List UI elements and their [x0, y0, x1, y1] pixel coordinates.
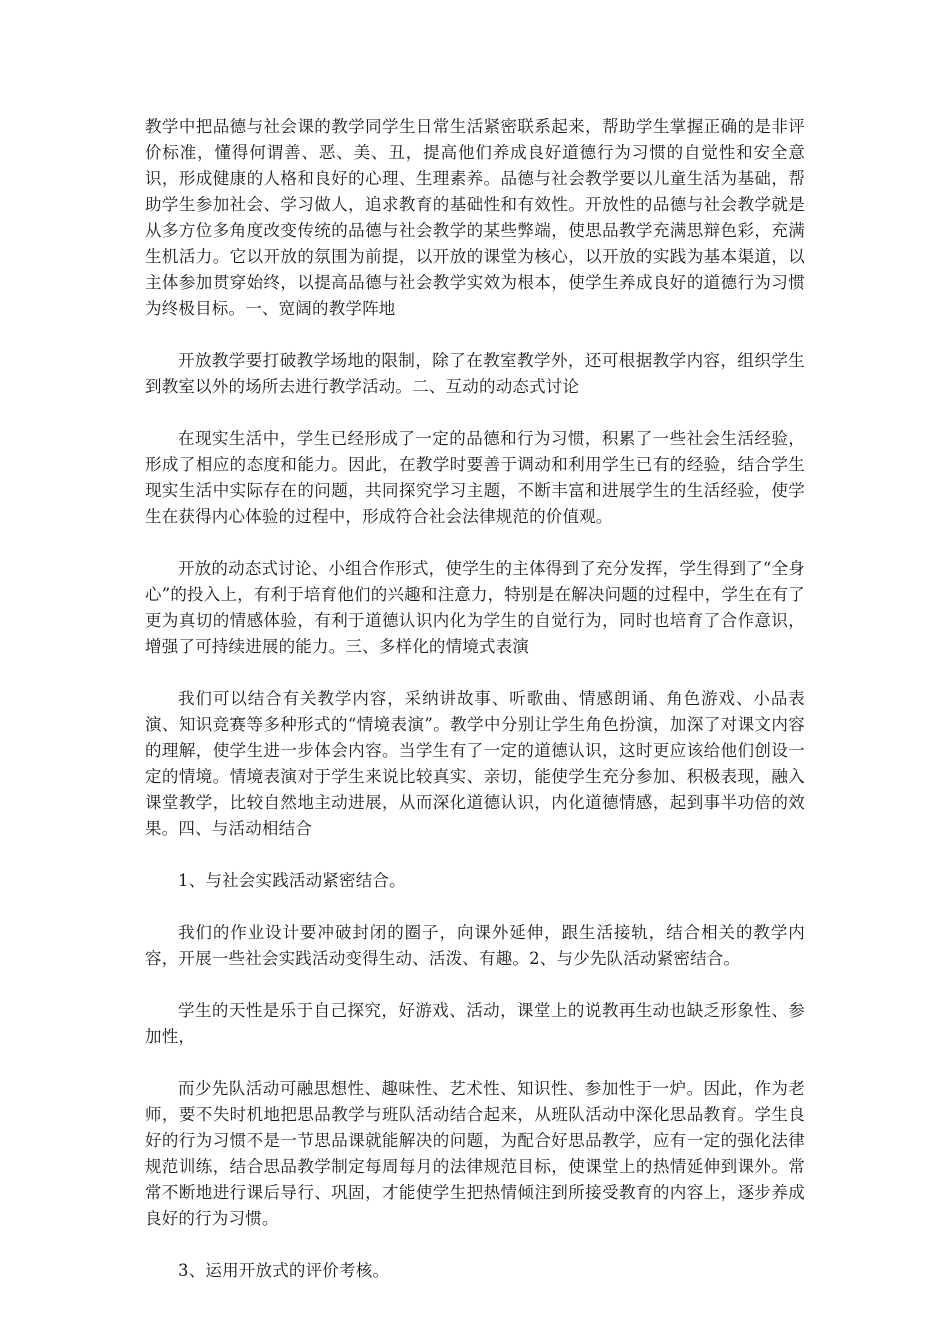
paragraph-10: 3、运用开放式的评价考核。 — [178, 1261, 390, 1280]
paragraph-5: 我们可以结合有关教学内容，采纳讲故事、听歌曲、情感朗诵、角色游戏、小品表演、知识竞赛等多种形式的“情境表演”。教学中分别让学生角色扮演，加深了对课文内容的理解，使学生进一步体会内容。当学生有了一定的道德认识，这时更应该给他们创设一定的情境。情境表演对于学生来说比较真实、亲切，能使学生充分参加、积极表现，融入课堂教学，比较自然地主动进展，从而深化道德认识，内化道德情感，起到事半功倍的效果。四、与活动相结合 — [145, 689, 805, 838]
document-body — [145, 114, 805, 1310]
paragraph-7: 我们的作业设计要冲破封闭的圈子，向课外延伸，跟生活接轨，结合相关的教学内容，开展一些社会实践活动变得生动、活泼、有趣。2、与少先队活动紧密结合。 — [145, 923, 805, 968]
paragraph-6: 1、与社会实践活动紧密结合。 — [178, 871, 406, 890]
paragraph-1: 教学中把品德与社会课的教学同学生日常生活紧密联系起来，帮助学生掌握正确的是非评价标准，懂得何谓善、恶、美、丑，提高他们养成良好道德行为习惯的自觉性和安全意识，形成健康的人格和良好的心理、生理素养。品德与社会教学要以儿童生活为基础，帮助学生参加社会、学习做人，追求教育的基础性和有效性。开放性的品德与社会教学就是从多方位多角度改变传统的品德与社会教学的某些弊端，使思品教学充满思辩色彩，充满生机活力。它以开放的氛围为前提，以开放的课堂为核心，以开放的实践为基本渠道，以主体参加贯穿始终，以提高品德与社会教学实效为根本，使学生养成良好的道德行为习惯为终极目标。一、宽阔的教学阵地 — [145, 117, 805, 318]
paragraph-9: 而少先队活动可融思想性、趣味性、艺术性、知识性、参加性于一炉。因此，作为老师，要不失时机地把思品教学与班队活动结合起来，从班队活动中深化思品教育。学生良好的行为习惯不是一节思品课就能解决的问题，为配合好思品教学，应有一定的强化法律规范训练，结合思品教学制定每周每月的法律规范目标，使课堂上的热情延伸到课外。常常不断地进行课后导行、巩固，才能使学生把热情倾注到所接受教育的内容上，逐步养成良好的行为习惯。 — [145, 1079, 805, 1228]
paragraph-3: 在现实生活中，学生已经形成了一定的品德和行为习惯，积累了一些社会生活经验，形成了相应的态度和能力。因此，在教学时要善于调动和利用学生已有的经验，结合学生现实生活中实际存在的问题，共同探究学习主题，不断丰富和进展学生的生活经验，使学生在获得内心体验的过程中，形成符合社会法律规范的价值观。 — [145, 429, 805, 526]
paragraph-8: 学生的天性是乐于自己探究，好游戏、活动，课堂上的说教再生动也缺乏形象性、参加性， — [145, 1001, 805, 1046]
paragraph-4: 开放的动态式讨论、小组合作形式，使学生的主体得到了充分发挥，学生得到了“全身心”的投入上，有利于培育他们的兴趣和注意力，特别是在解决问题的过程中，学生在有了更为真切的情感体验，有利于道德认识内化为学生的自觉行为，同时也培育了合作意识，增强了可持续进展的能力。三、多样化的情境式表演 — [145, 559, 805, 656]
paragraph-2: 开放教学要打破教学场地的限制，除了在教室教学外，还可根据教学内容，组织学生到教室以外的场所去进行教学活动。二、互动的动态式讨论 — [145, 351, 805, 396]
